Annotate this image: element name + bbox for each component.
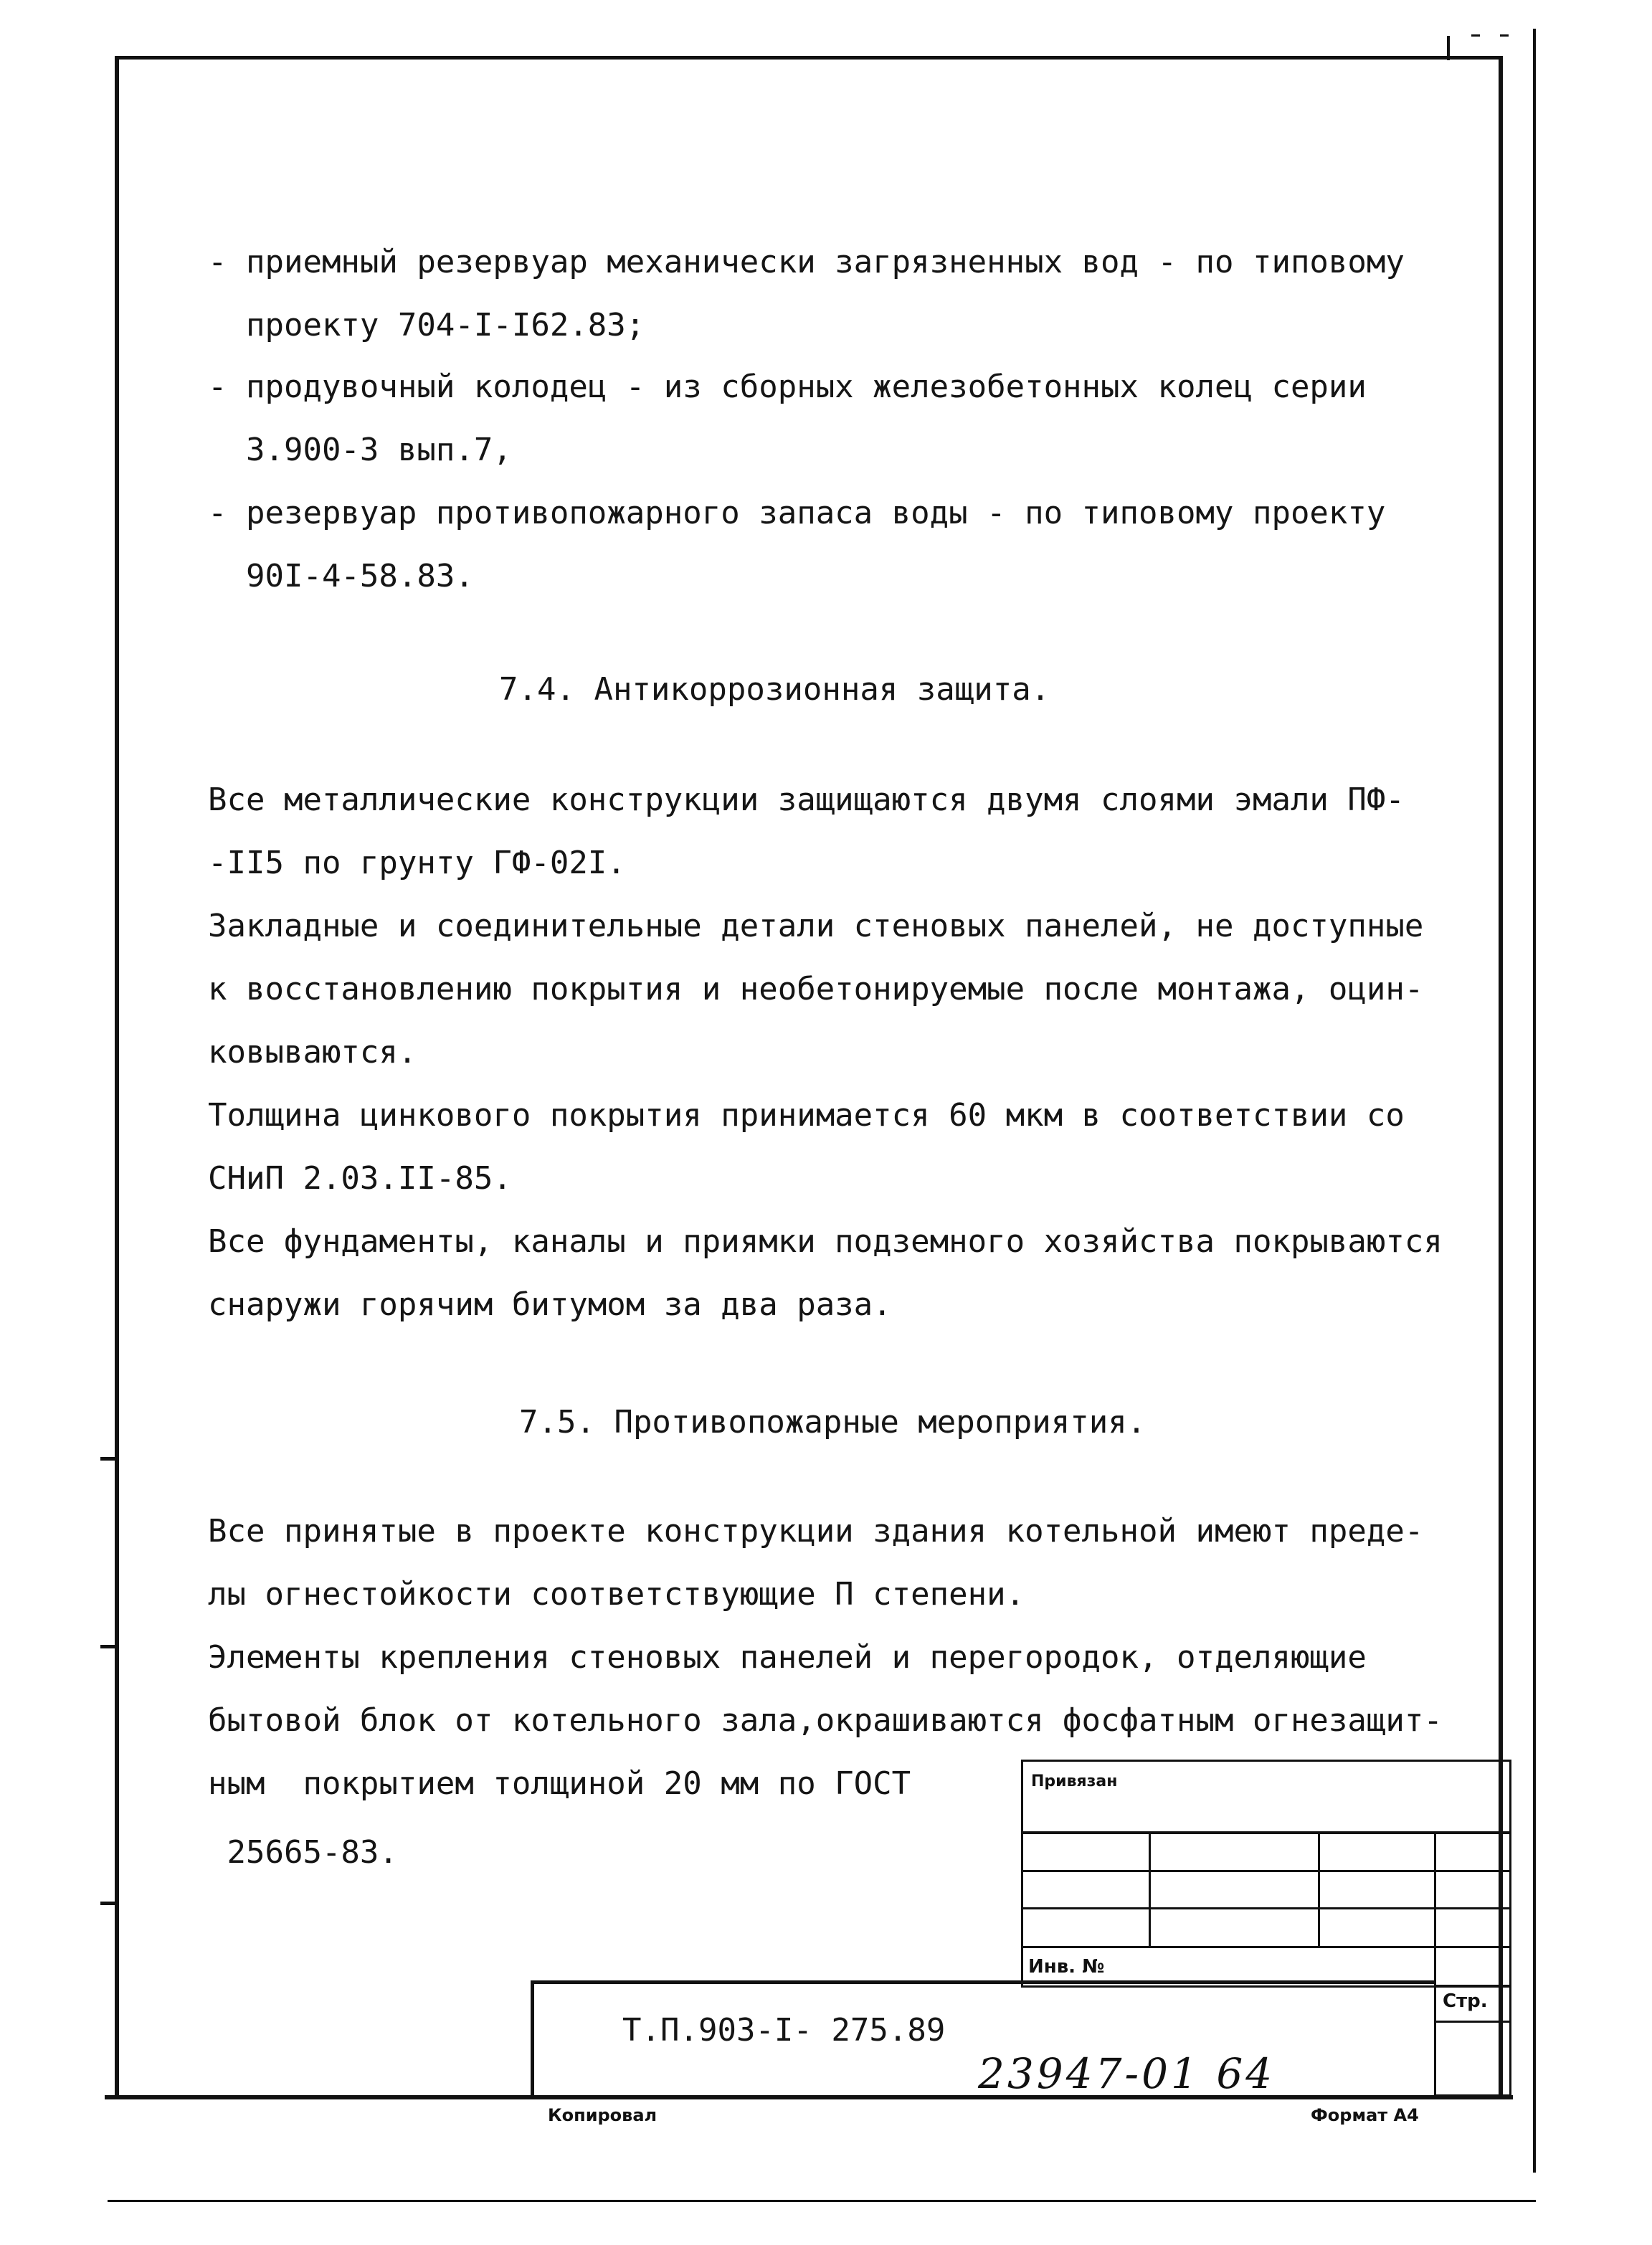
section-74-line-1: Все металлические конструкции защищаются двумя слоями эмали ПФ-: [208, 782, 1405, 818]
stamp-page-label: Стр.: [1443, 1990, 1488, 2012]
stamp-privyazan-label: Привязан: [1031, 1772, 1118, 1790]
list-item-well-line-1: - продувочный колодец - из сборных железобетонных колец серии: [208, 369, 1367, 405]
stamp-grid-row-2: [1021, 1907, 1511, 1909]
section-74-line-6: Толщина цинкового покрытия принимается 60 мкм в соответствии со: [208, 1097, 1405, 1134]
section-75-line-4: бытовой блок от котельного зала,окрашиваются фосфатным огнезащит-: [208, 1702, 1443, 1739]
section-75-line-3: Элементы крепления стеновых панелей и перегородок, отделяющие: [208, 1639, 1367, 1676]
section-74-line-3: Закладные и соединительные детали стеновых панелей, не доступные: [208, 908, 1424, 944]
stamp-privyazan-box: [1021, 1760, 1511, 1834]
binding-tick-2: [100, 1645, 118, 1648]
stamp-main-top: [531, 1980, 1435, 1984]
footer-kopiroval-label: Копировал: [548, 2105, 658, 2125]
stamp-grid-row-1: [1021, 1870, 1511, 1872]
stamp-document-code: Т.П.903-I- 275.89: [622, 2012, 946, 2049]
list-item-reservoir-line-1: - приемный резервуар механически загрязненных вод - по типовому: [208, 244, 1405, 280]
frame-top-border: [115, 56, 1503, 60]
list-item-well-line-2: 3.900-3 вып.7,: [208, 432, 512, 468]
frame-bottom-border: [105, 2095, 1513, 2099]
stamp-grid-col-3: [1434, 1831, 1436, 1988]
top-right-tick: [1447, 36, 1450, 60]
stamp-grid-col-1: [1149, 1831, 1151, 1947]
stamp-grid-row-3: [1021, 1946, 1511, 1948]
stamp-main-left: [531, 1980, 534, 2098]
footer-archive-number: 23947-01 64: [978, 2049, 1276, 2098]
list-item-reservoir-line-2: проекту 704-I-I62.83;: [208, 307, 645, 343]
section-74-line-4: к восстановлению покрытия и необетонируемые после монтажа, оцин-: [208, 971, 1424, 1007]
list-item-fire-reservoir-line-2: 90I-4-58.83.: [208, 558, 474, 594]
section-74-line-7: СНиП 2.03.II-85.: [208, 1160, 512, 1197]
section-75-line-2: лы огнестойкости соответствующие П степени.: [208, 1576, 1025, 1613]
section-74-line-9: снаружи горячим битумом за два раза.: [208, 1286, 892, 1323]
section-75-line-6: 25665-83.: [208, 1834, 398, 1871]
binding-tick-1: [100, 1457, 118, 1461]
frame-left-border: [115, 56, 119, 2098]
section-heading-anticorrosion: 7.4. Антикоррозионная защита.: [499, 671, 1050, 708]
top-dash-1: [1471, 34, 1480, 37]
list-item-fire-reservoir-line-1: - резервуар противопожарного запаса воды - по типовому проекту: [208, 495, 1386, 531]
footer-format-label: Формат А4: [1311, 2105, 1419, 2125]
top-dash-2: [1500, 34, 1509, 37]
page-bottom-edge: [108, 2200, 1536, 2202]
frame-right-border-outer: [1533, 29, 1536, 2173]
stamp-grid-col-2: [1318, 1831, 1320, 1947]
section-74-line-2: -II5 по грунту ГФ-02I.: [208, 845, 626, 881]
stamp-inv-no-label: Инв. №: [1028, 1956, 1105, 1978]
section-74-line-8: Все фундаменты, каналы и приямки подземного хозяйства покрываются: [208, 1223, 1443, 1260]
binding-tick-3: [100, 1902, 118, 1905]
section-75-line-5: ным покрытием толщиной 20 мм по ГОСТ: [208, 1765, 911, 1802]
section-heading-fire-safety: 7.5. Противопожарные мероприятия.: [519, 1404, 1147, 1440]
section-74-line-5: ковываются.: [208, 1034, 417, 1071]
section-75-line-1: Все принятые в проекте конструкции здания котельной имеют преде-: [208, 1513, 1424, 1549]
stamp-page-divider: [1434, 2021, 1511, 2023]
